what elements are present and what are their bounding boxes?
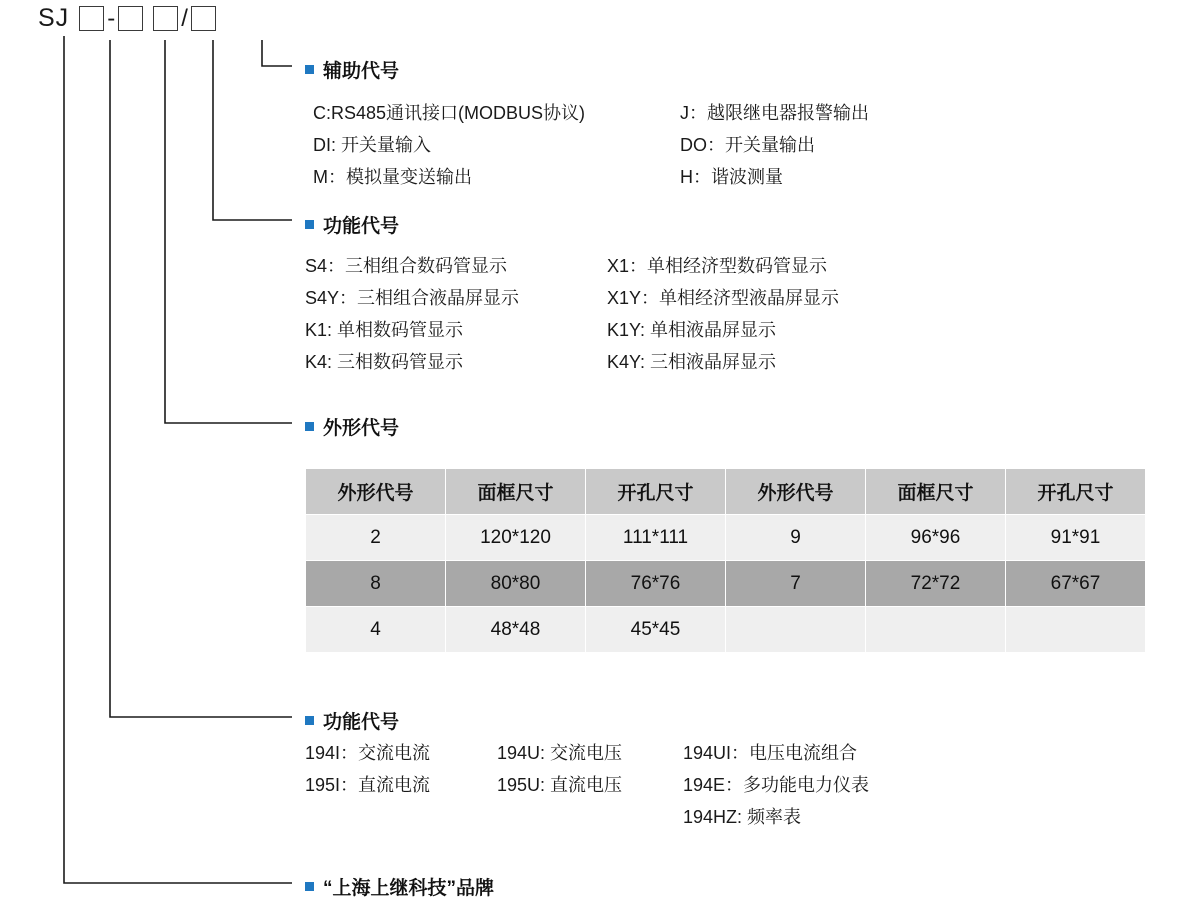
aux-item-1-right: DO：开关量输出 bbox=[680, 135, 815, 155]
meter-item-0-c2: 194U: 交流电压 bbox=[497, 743, 623, 763]
table-cell: 96*96 bbox=[866, 515, 1006, 561]
display-item-0-left: S4：三相组合数码管显示 bbox=[305, 256, 508, 276]
display-item-3-right: K4Y: 三相液晶屏显示 bbox=[607, 352, 777, 372]
bullet-icon bbox=[305, 422, 314, 431]
table-cell: 111*111 bbox=[586, 515, 726, 561]
table-cell: 7 bbox=[726, 561, 866, 607]
meter-item-0-c3: 194UI：电压电流组合 bbox=[683, 743, 858, 763]
display-item-1-left: S4Y：三相组合液晶屏显示 bbox=[305, 288, 520, 308]
table-header-cell: 面框尺寸 bbox=[866, 469, 1006, 515]
code-box-2 bbox=[118, 6, 143, 31]
table-cell: 120*120 bbox=[446, 515, 586, 561]
meter-item-2-c3: 194HZ: 频率表 bbox=[683, 807, 802, 827]
table-cell: 45*45 bbox=[586, 607, 726, 653]
table-cell: 48*48 bbox=[446, 607, 586, 653]
table-cell: 2 bbox=[306, 515, 446, 561]
section-header-function-display bbox=[305, 211, 399, 238]
table-cell: 76*76 bbox=[586, 561, 726, 607]
table-cell-empty bbox=[1006, 607, 1146, 653]
bullet-icon bbox=[305, 220, 314, 229]
display-item-2-left: K1: 单相数码管显示 bbox=[305, 320, 464, 340]
table-header-cell: 开孔尺寸 bbox=[1006, 469, 1146, 515]
table-cell: 72*72 bbox=[866, 561, 1006, 607]
table-cell: 67*67 bbox=[1006, 561, 1146, 607]
section-header-brand bbox=[305, 873, 494, 900]
section-header-aux bbox=[305, 56, 399, 83]
table-cell-empty bbox=[866, 607, 1006, 653]
shape-table bbox=[305, 468, 1146, 653]
table-cell: 8 bbox=[306, 561, 446, 607]
table-cell: 80*80 bbox=[446, 561, 586, 607]
table-header-row bbox=[306, 469, 1146, 515]
code-slash: / bbox=[181, 4, 188, 32]
code-box-3 bbox=[153, 6, 178, 31]
table-header-cell: 开孔尺寸 bbox=[586, 469, 726, 515]
section-title-function-display: 功能代号 bbox=[323, 216, 400, 237]
section-title-shape: 外形代号 bbox=[323, 418, 400, 439]
bullet-icon bbox=[305, 716, 314, 725]
code-box-1 bbox=[79, 6, 104, 31]
table-row bbox=[306, 561, 1146, 607]
aux-item-2-left: M：模拟量变送输出 bbox=[313, 167, 472, 187]
code-dash: - bbox=[107, 4, 116, 32]
table-cell: 9 bbox=[726, 515, 866, 561]
model-prefix: SJ bbox=[38, 4, 70, 32]
display-item-3-left: K4: 三相数码管显示 bbox=[305, 352, 464, 372]
table-cell-empty bbox=[726, 607, 866, 653]
display-item-0-right: X1：单相经济型数码管显示 bbox=[607, 256, 828, 276]
table-header-cell: 外形代号 bbox=[306, 469, 446, 515]
bullet-icon bbox=[305, 65, 314, 74]
display-item-2-right: K1Y: 单相液晶屏显示 bbox=[607, 320, 777, 340]
section-title-function-meter: 功能代号 bbox=[323, 712, 400, 733]
table-row bbox=[306, 515, 1146, 561]
meter-item-1-c2: 195U: 直流电压 bbox=[497, 775, 623, 795]
aux-item-1-left: DI: 开关量输入 bbox=[313, 135, 432, 155]
section-header-shape bbox=[305, 413, 399, 440]
meter-item-1-c3: 194E：多功能电力仪表 bbox=[683, 775, 870, 795]
section-header-function-meter bbox=[305, 707, 399, 734]
code-box-4 bbox=[191, 6, 216, 31]
aux-item-0-right: J：越限继电器报警输出 bbox=[680, 103, 869, 123]
meter-item-1-c1: 195I：直流电流 bbox=[305, 775, 431, 795]
table-cell: 4 bbox=[306, 607, 446, 653]
display-item-1-right: X1Y：单相经济型液晶屏显示 bbox=[607, 288, 840, 308]
bullet-icon bbox=[305, 882, 314, 891]
model-code bbox=[38, 4, 216, 33]
aux-item-2-right: H：谐波测量 bbox=[680, 167, 783, 187]
aux-item-0-left: C:RS485通讯接口(MODBUS协议) bbox=[313, 103, 586, 123]
table-cell: 91*91 bbox=[1006, 515, 1146, 561]
table-row bbox=[306, 607, 1146, 653]
table-header-cell: 外形代号 bbox=[726, 469, 866, 515]
section-title-brand: “上海上继科技”品牌 bbox=[323, 878, 495, 899]
section-title-aux: 辅助代号 bbox=[323, 61, 400, 82]
meter-item-0-c1: 194I：交流电流 bbox=[305, 743, 431, 763]
table-header-cell: 面框尺寸 bbox=[446, 469, 586, 515]
